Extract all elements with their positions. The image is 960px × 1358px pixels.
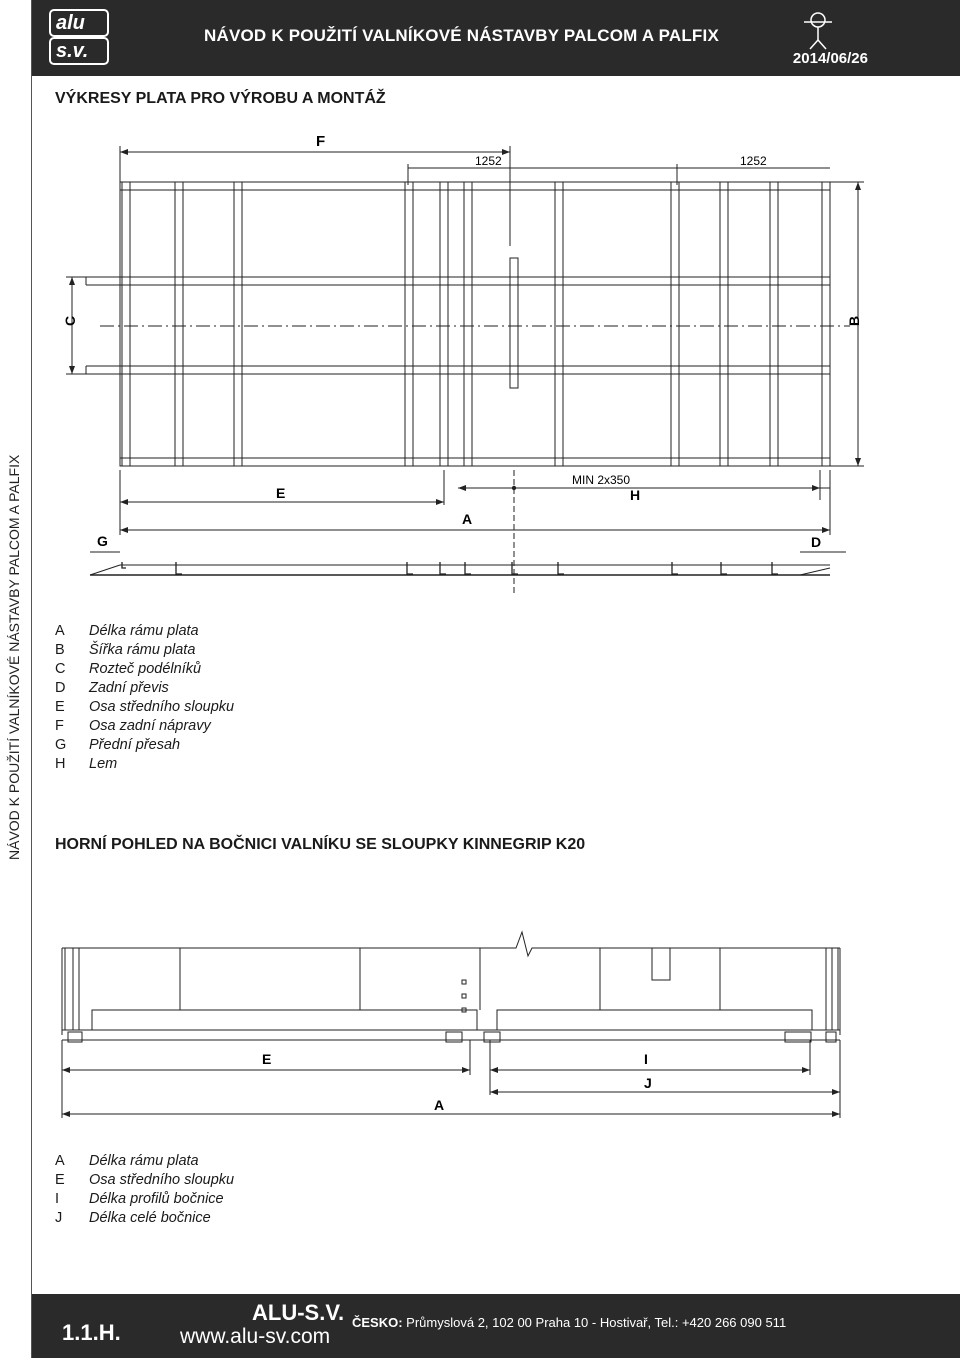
label-j: J xyxy=(644,1075,652,1091)
dim-1252-a: 1252 xyxy=(475,154,502,168)
footer-company: ALU-S.V. xyxy=(252,1300,345,1325)
legend-side-view xyxy=(55,1152,234,1228)
legend-text: Rozteč podélníků xyxy=(89,661,202,677)
legend-text: Šířka rámu plata xyxy=(89,642,196,658)
legend-row xyxy=(55,698,234,717)
legend-key: F xyxy=(55,718,64,734)
address-text: Průmyslová 2, 102 00 Praha 10 - Hostivař, Tel.: +420 266 090 511 xyxy=(402,1315,787,1330)
legend-text: Délka profilů bočnice xyxy=(89,1191,224,1207)
dim-1252-b: 1252 xyxy=(740,154,767,168)
address-country: ČESKO: xyxy=(352,1315,403,1330)
legend-row xyxy=(55,660,234,679)
legend-row xyxy=(55,1171,234,1190)
legend-key: E xyxy=(55,1172,65,1188)
footer-bar xyxy=(32,1294,960,1358)
legend-key: A xyxy=(55,1153,65,1169)
legend-row xyxy=(55,622,234,641)
legend-text: Osa zadní nápravy xyxy=(89,718,211,734)
legend-key: G xyxy=(55,737,67,753)
logo-text-top: alu xyxy=(56,12,85,34)
label-h: H xyxy=(630,487,641,503)
label-e2: E xyxy=(262,1051,272,1067)
legend-text: Délka rámu plata xyxy=(89,1153,199,1169)
legend-row xyxy=(55,755,234,774)
legend-text: Délka rámu plata xyxy=(89,623,199,639)
document-date: 2014/06/26 xyxy=(792,50,868,67)
legend-row xyxy=(55,641,234,660)
label-d: D xyxy=(811,534,822,550)
legend-row xyxy=(55,717,234,736)
legend-row xyxy=(55,1152,234,1171)
legend-key: D xyxy=(55,680,66,696)
legend-row xyxy=(55,1190,234,1209)
section-title-drawings: VÝKRESY PLATA PRO VÝROBU A MONTÁŽ xyxy=(55,90,386,107)
legend-text: Osa středního sloupku xyxy=(89,699,235,715)
legend-drawings xyxy=(55,622,234,774)
legend-key: A xyxy=(55,623,65,639)
legend-text: Zadní převis xyxy=(89,680,169,696)
label-i: I xyxy=(644,1051,648,1067)
frame-drawing xyxy=(0,0,960,610)
label-e: E xyxy=(276,485,286,501)
legend-text: Osa středního sloupku xyxy=(89,1172,235,1188)
section-title-side-view: HORNÍ POHLED NA BOČNICI VALNÍKU SE SLOUPKY KINNEGRIP K20 xyxy=(55,836,586,853)
footer-address xyxy=(352,1315,786,1330)
legend-row xyxy=(55,736,234,755)
legend-row xyxy=(55,679,234,698)
label-a: A xyxy=(462,511,473,527)
legend-key: H xyxy=(55,756,66,772)
legend-row xyxy=(55,1209,234,1228)
side-label: NÁVOD K POUŽITÍ VALNÍKOVÉ NÁSTAVBY PALCOM A PALFIX xyxy=(6,454,22,860)
legend-text: Lem xyxy=(89,756,118,772)
legend-key: C xyxy=(55,661,66,677)
legend-key: B xyxy=(55,642,65,658)
legend-key: J xyxy=(55,1210,63,1226)
legend-text: Délka celé bočnice xyxy=(89,1210,211,1226)
label-g: G xyxy=(97,533,108,549)
footer-website-link[interactable]: www.alu-sv.com xyxy=(180,1325,331,1348)
label-min: MIN 2x350 xyxy=(572,473,631,487)
label-a2: A xyxy=(434,1097,445,1113)
page-code: 1.1.H. xyxy=(62,1320,121,1345)
side-panel-drawing xyxy=(0,920,960,1130)
legend-text: Přední přesah xyxy=(89,737,181,753)
logo-text-bottom: s.v. xyxy=(56,40,89,62)
label-f: F xyxy=(316,133,326,150)
label-b: B xyxy=(846,315,862,326)
legend-key: I xyxy=(55,1191,60,1207)
label-c: C xyxy=(62,315,78,326)
document-title: NÁVOD K POUŽITÍ VALNÍKOVÉ NÁSTAVBY PALCOM A PALFIX xyxy=(204,26,719,45)
legend-key: E xyxy=(55,699,65,715)
